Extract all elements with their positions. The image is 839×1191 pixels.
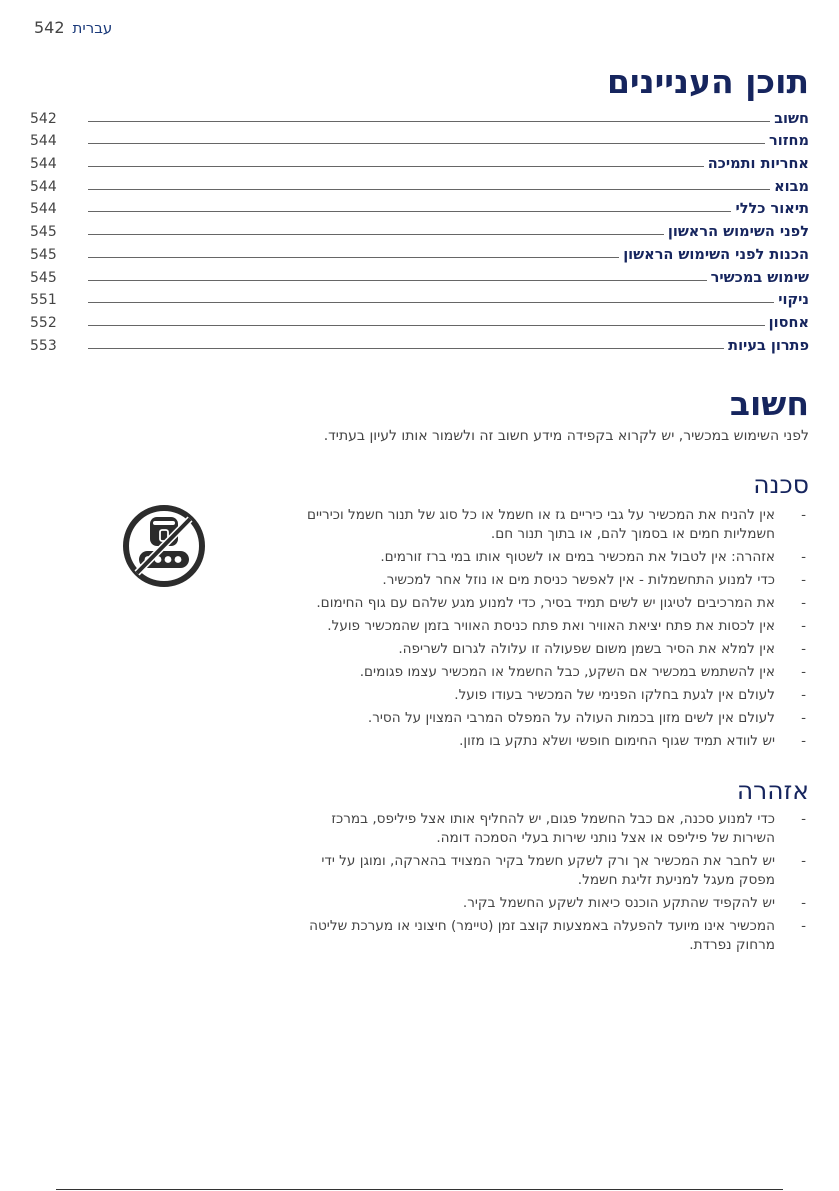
danger-item: - אזהרה: אין לטבול את המכשיר במים או לשטוף אותו במי ברז זורמים. — [289, 548, 809, 567]
toc-leader — [88, 325, 765, 326]
danger-item: - את המרכיבים לטיגון יש לשים תמיד בסיר, כדי למנוע מגע שלהם עם גוף החימום. — [289, 594, 809, 613]
toc-leader — [88, 211, 731, 212]
toc-item-label: תיאור כללי — [735, 201, 809, 218]
toc-item[interactable] — [30, 127, 809, 150]
toc-item-page: 542 — [30, 110, 57, 127]
toc-item-page: 553 — [30, 337, 57, 354]
toc-item-page: 551 — [30, 292, 57, 309]
toc-leader — [88, 143, 765, 144]
danger-heading: סכנה — [753, 470, 809, 499]
important-heading: חשוב — [729, 384, 809, 423]
danger-list — [289, 506, 809, 755]
toc-leader — [88, 234, 664, 235]
toc-item-label: מחזור — [769, 133, 809, 150]
danger-item: - לעולם אין לשים מזון בכמות העולה על המפלס המרבי המצוין על הסיר. — [289, 709, 809, 728]
toc-leader — [88, 302, 774, 303]
toc-item[interactable] — [30, 104, 809, 127]
toc-item[interactable] — [30, 195, 809, 218]
toc-leader — [88, 121, 770, 122]
danger-item: - כדי למנוע התחשמלות - אין לאפשר כניסת מים או נוזל אחר למכשיר. — [289, 571, 809, 590]
important-intro: לפני השימוש במכשיר, יש לקרוא בקפידה מידע חשוב זה ולשמור אותו לעיון בעתיד. — [323, 428, 809, 444]
toc-title: תוכן העניינים — [606, 62, 809, 101]
toc-item[interactable] — [30, 286, 809, 309]
danger-item: - אין להשתמש במכשיר אם השקע, כבל החשמל או המכשיר עצמו פגומים. — [289, 663, 809, 682]
table-of-contents — [30, 104, 809, 354]
warning-item: - כדי למנוע סכנה, אם כבל החשמל פגום, יש להחליף אותו אצל פיליפס, במרכז השירות של פיליפס או אצל נותני שירות בעלי הסמכה דומה. — [289, 810, 809, 848]
toc-item-page: 545 — [30, 269, 57, 286]
warning-item: - יש לחבר את המכשיר אך ורק לשקע חשמל בקיר המצויד בהארקה, ומוגן על ידי מפסק מעגל למניעת זליגת חשמל. — [289, 852, 809, 890]
toc-item[interactable] — [30, 149, 809, 172]
warning-item: - המכשיר אינו מיועד להפעלה באמצעות קוצב זמן (טיימר) חיצוני או מערכת שליטה מרחוק נפרדת. — [289, 917, 809, 955]
toc-item[interactable] — [30, 308, 809, 331]
warning-item: - יש להקפיד שהתקע הוכנס כיאות לשקע החשמל בקיר. — [289, 894, 809, 913]
toc-leader — [88, 166, 704, 167]
language-label: עברית — [72, 19, 113, 37]
danger-item: - אין למלא את הסיר בשמן משום שפעולה זו עלולה לגרום לשריפה. — [289, 640, 809, 659]
warning-heading: אזהרה — [736, 776, 809, 805]
toc-item-page: 544 — [30, 156, 57, 173]
toc-item[interactable] — [30, 172, 809, 195]
toc-leader — [88, 257, 619, 258]
no-conveyor-icon — [122, 504, 206, 588]
toc-item-label: לפני השימוש הראשון — [667, 224, 809, 241]
toc-item-label: אחסון — [768, 314, 809, 331]
toc-leader — [88, 348, 724, 349]
toc-item[interactable] — [30, 331, 809, 354]
toc-item-label: הכנות לפני השימוש הראשון — [623, 246, 809, 263]
toc-leader — [88, 280, 707, 281]
toc-item-label: אחריות ותמיכה — [707, 156, 809, 173]
toc-item[interactable] — [30, 240, 809, 263]
toc-item-page: 544 — [30, 133, 57, 150]
toc-item-label: ניקוי — [778, 292, 809, 309]
danger-item: - לעולם אין לגעת בחלקו הפנימי של המכשיר בעודו פועל. — [289, 686, 809, 705]
toc-item-page: 544 — [30, 201, 57, 218]
toc-item-page: 552 — [30, 314, 57, 331]
toc-item[interactable] — [30, 217, 809, 240]
danger-item: - אין להניח את המכשיר על גבי כיריים גז או חשמל או כל סוג של תנור חשמל וכיריים חשמליות חמים או בסמוך להם, או בתוך תנור חם. — [289, 506, 809, 544]
page-header — [34, 18, 112, 37]
toc-leader — [88, 189, 770, 190]
toc-item-label: פתרון בעיות — [728, 337, 809, 354]
toc-item-label: מבוא — [774, 178, 809, 195]
toc-item-page: 544 — [30, 178, 57, 195]
page-number: 542 — [34, 18, 65, 37]
toc-item[interactable] — [30, 263, 809, 286]
danger-item: - יש לוודא תמיד שגוף החימום חופשי ושלא נתקע בו מזון. — [289, 732, 809, 751]
toc-item-page: 545 — [30, 224, 57, 241]
toc-item-label: שימוש במכשיר — [710, 269, 809, 286]
warning-list — [289, 810, 809, 959]
toc-item-label: חשוב — [774, 110, 809, 127]
danger-item: - אין לכסות את פתח יציאת האוויר ואת פתח כניסת האוויר בזמן שהמכשיר פועל. — [289, 617, 809, 636]
toc-item-page: 545 — [30, 246, 57, 263]
footer-divider — [56, 1189, 783, 1190]
